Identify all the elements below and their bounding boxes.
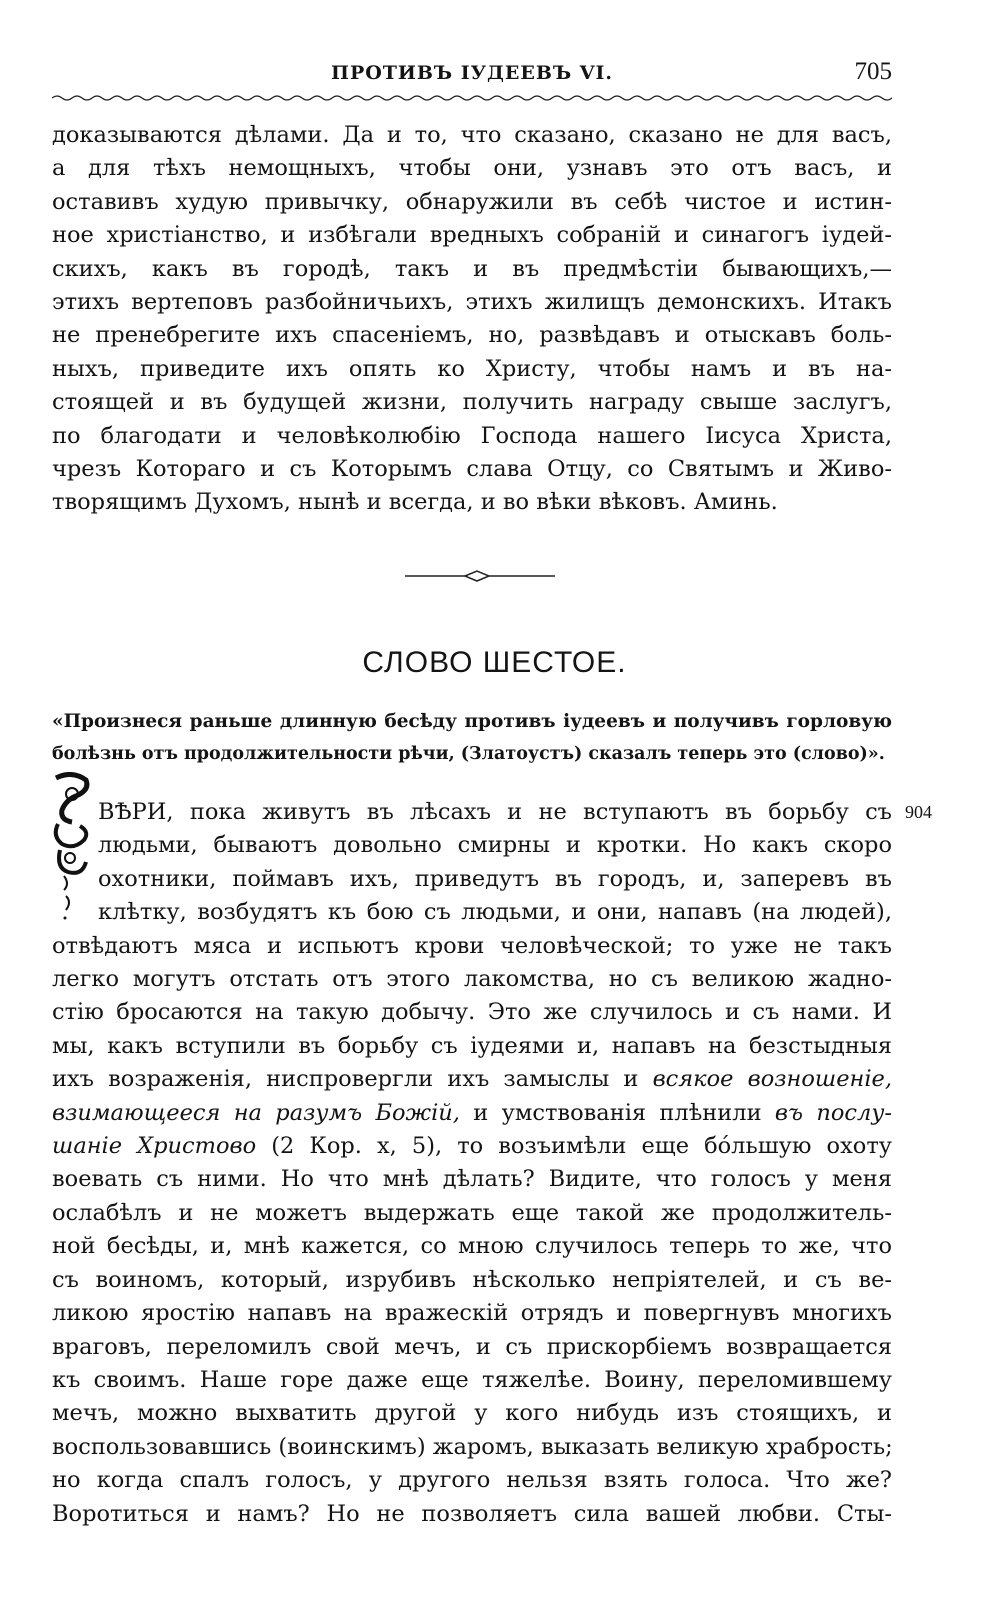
text-line: а для тѣхъ немощныхъ, чтобы они, узнавъ это отъ васъ, и — [52, 155, 892, 182]
text-line: но когда спалъ голосъ, у другого нельзя взять голоса. Что же? — [52, 1467, 892, 1494]
text-line: охотники, поймавъ ихъ, приведутъ въ городъ, и, заперевъ въ — [98, 865, 892, 892]
text-run: ихъ возраженія, ниспровергли ихъ замыслы и — [52, 1066, 639, 1093]
quotation-run: въ послу- — [774, 1099, 892, 1126]
text-line: къ своимъ. Наше горе даже еще тяжелѣе. Воину, переломившему — [52, 1366, 892, 1393]
text-line: воспользовавшись (воинскимъ) жаромъ, выказать великую храбрость; — [52, 1433, 893, 1460]
text-line: воевать съ ними. Но что мнѣ дѣлать? Видите, что голосъ у меня — [52, 1166, 892, 1193]
text-line: ное христіанство, и избѣгали вредныхъ собраній и синагогъ іудей- — [52, 222, 892, 249]
main-paragraph — [52, 796, 892, 1531]
section-heading: СЛОВО ШЕСТОЕ. — [362, 646, 627, 679]
text-line — [52, 1097, 892, 1130]
text-line — [52, 1130, 892, 1163]
text-line — [52, 1063, 892, 1096]
text-line: ныхъ, приведите ихъ опять ко Христу, чтобы намъ и въ на- — [52, 355, 892, 382]
text-line: скихъ, какъ въ городѣ, такъ и въ предмѣстіи бывающихъ,— — [52, 255, 892, 282]
wavy-rule-divider — [52, 94, 892, 102]
text-line: ослабѣлъ и не можетъ выдержать еще такой же продолжитель- — [52, 1199, 892, 1226]
text-line: ВѢРИ, пока живутъ въ лѣсахъ и не вступаютъ въ борьбу съ — [98, 799, 892, 825]
epigraph-line: болѣзнь отъ продолжительности рѣчи, (Златоустъ) сказалъ теперь это (слово)». — [52, 744, 885, 764]
epigraph — [52, 706, 892, 770]
text-line: ликою яростію напавъ на вражескій отрядъ и повергнувъ многихъ — [52, 1300, 892, 1327]
text-line: мы, какъ вступили въ борьбу съ іудеями и, напавъ на безстыдныя — [52, 1032, 892, 1059]
margin-reference-number: 904 — [905, 802, 932, 822]
text-line: творящимъ Духомъ, нынѣ и всегда, и во вѣки вѣковъ. Аминь. — [52, 489, 778, 516]
text-line: легко могутъ отстать отъ этого лакомства, но съ великою жадно- — [52, 966, 892, 993]
text-run: и умствованія плѣнили — [473, 1099, 762, 1126]
text-line: оставивъ худую привычку, обнаружили въ себѣ чистое и истин- — [52, 188, 892, 215]
running-head — [52, 60, 892, 100]
text-line: клѣтку, возбудятъ къ бою съ людьми, и они, напавъ (на людей), — [98, 899, 892, 926]
epigraph-line: «Произнеся раньше длинную бесѣду противъ іудеевъ и получивъ горловую — [52, 711, 892, 732]
text-line: доказываются дѣлами. Да и то, что сказано, сказано не для васъ, — [52, 122, 892, 148]
text-line: мечъ, можно выхватить другой у кого нибудь изъ стоящихъ, и — [52, 1400, 892, 1427]
quotation-run: шаніе Христово — [52, 1133, 257, 1160]
running-title: ПРОТИВЪ IУДЕЕВЪ VI. — [331, 62, 613, 84]
text-line: по благодати и человѣколюбію Господа нашего Іисуса Христа, — [52, 422, 892, 449]
quotation-run: всякое возношеніе, — [652, 1066, 892, 1093]
section-ornament-divider — [405, 566, 555, 586]
text-line: отвѣдаютъ мяса и испьютъ крови человѣческой; то уже не такъ — [52, 932, 892, 959]
text-line: ной бесѣды, и, мнѣ кажется, со мною случилось теперь то же, что — [52, 1233, 892, 1260]
text-line: людьми, бываютъ довольно смирны и кротки. Но какъ скоро — [98, 832, 892, 859]
text-line: стію бросаются на такую добычу. Это же случилось и съ нами. И — [52, 999, 892, 1026]
text-line: этихъ вертеповъ разбойничьихъ, этихъ жилищъ демонскихъ. Итакъ — [52, 289, 892, 316]
quotation-run: взимающееся на разумъ Божій, — [52, 1099, 460, 1126]
text-line: стоящей и въ будущей жизни, получить награду свыше заслугъ, — [52, 389, 892, 416]
text-line: чрезъ Котораго и съ Которымъ слава Отцу, со Святымъ и Живо- — [52, 456, 892, 483]
closing-paragraph — [52, 119, 892, 520]
text-line: Воротиться и намъ? Но не позволяетъ сила вашей любви. Сты- — [52, 1500, 892, 1527]
text-line: враговъ, переломилъ свой мечъ, и съ прискорбіемъ возвращается — [52, 1333, 892, 1360]
text-line: съ воиномъ, который, изрубивъ нѣсколько непріятелей, и съ ве- — [52, 1266, 892, 1293]
text-run: (2 Кор. х, 5), то возъимѣли еще бóльшую охоту — [271, 1133, 893, 1160]
text-line: не пренебрегите ихъ спасеніемъ, но, развѣдавъ и отыскавъ боль- — [52, 322, 892, 349]
page-number: 705 — [854, 58, 892, 85]
